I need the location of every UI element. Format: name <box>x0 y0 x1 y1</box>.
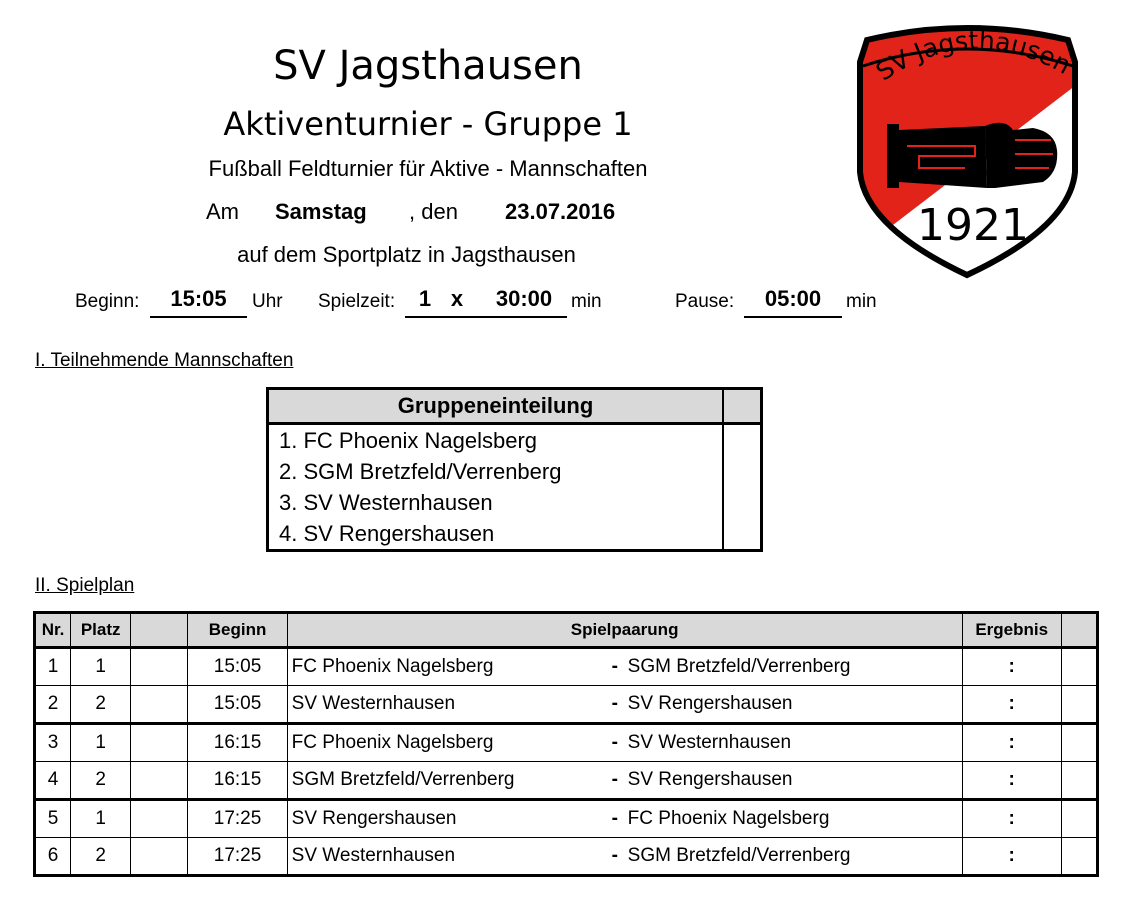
match-platz: 1 <box>71 648 131 686</box>
teams-section-heading: I. Teilnehmende Mannschaften <box>35 350 294 371</box>
match-pairing <box>287 724 962 762</box>
match-row <box>35 800 1098 838</box>
pause-value: 05:00 <box>764 286 822 311</box>
match-blank <box>131 686 188 724</box>
match-row <box>35 648 1098 686</box>
match-beginn: 16:15 <box>188 762 287 800</box>
match-home: SV Westernhausen <box>291 845 456 866</box>
match-platz: 1 <box>71 724 131 762</box>
match-result: : <box>962 648 1061 686</box>
logo-year: 1921 <box>917 200 1029 251</box>
match-row <box>35 762 1098 800</box>
team-entry: 2. SGM Bretzfeld/Verrenberg <box>279 459 562 484</box>
match-blank <box>131 762 188 800</box>
match-platz: 2 <box>71 838 131 876</box>
match-result: : <box>962 762 1061 800</box>
tournament-tagline: Fußball Feldturnier für Aktive - Mannschaften <box>208 156 648 181</box>
match-away: SV Rengershausen <box>627 769 793 790</box>
col-platz: Platz <box>71 613 131 648</box>
match-nr: 3 <box>35 724 71 762</box>
match-extra <box>1061 724 1097 762</box>
match-extra <box>1061 686 1097 724</box>
match-extra <box>1061 838 1097 876</box>
begin-value: 15:05 <box>170 286 227 311</box>
date-connector: , den <box>409 199 458 224</box>
team-entry: 1. FC Phoenix Nagelsberg <box>279 428 538 453</box>
play-unit: min <box>571 291 602 312</box>
match-row <box>35 724 1098 762</box>
page-subtitle: Aktiventurnier - Gruppe 1 <box>223 105 633 143</box>
venue: auf dem Sportplatz in Jagsthausen <box>237 242 576 267</box>
match-blank <box>131 800 188 838</box>
col-ergebnis: Ergebnis <box>962 613 1061 648</box>
match-beginn: 15:05 <box>188 686 287 724</box>
group-side-cell <box>723 424 762 551</box>
team-row <box>268 424 762 457</box>
match-beginn: 16:15 <box>188 724 287 762</box>
match-blank <box>131 724 188 762</box>
schedule-header-row <box>35 613 1098 648</box>
col-beginn: Beginn <box>188 613 287 648</box>
play-times: x <box>450 286 464 311</box>
match-nr: 1 <box>35 648 71 686</box>
match-separator: - <box>611 769 618 790</box>
match-extra <box>1061 762 1097 800</box>
match-pairing <box>287 800 962 838</box>
play-count: 1 <box>418 286 432 311</box>
team-entry: 4. SV Rengershausen <box>279 521 495 546</box>
match-beginn: 17:25 <box>188 800 287 838</box>
group-table <box>266 387 763 552</box>
schedule-table <box>33 611 1099 877</box>
iron-fist-icon <box>887 123 1057 188</box>
match-separator: - <box>611 808 618 829</box>
match-pairing <box>287 686 962 724</box>
match-row <box>35 838 1098 876</box>
match-pairing <box>287 838 962 876</box>
pause-underline <box>744 316 842 318</box>
match-away: SGM Bretzfeld/Verrenberg <box>627 845 851 866</box>
pause-label: Pause: <box>675 291 735 312</box>
match-extra <box>1061 648 1097 686</box>
pause-unit: min <box>846 291 877 312</box>
match-separator: - <box>611 845 618 866</box>
begin-unit: Uhr <box>252 291 283 312</box>
match-away: FC Phoenix Nagelsberg <box>627 808 830 829</box>
team-row <box>268 518 762 551</box>
play-duration: 30:00 <box>495 286 553 311</box>
match-separator: - <box>611 732 618 753</box>
col-nr: Nr. <box>35 613 71 648</box>
match-result: : <box>962 800 1061 838</box>
date-prefix: Am <box>206 199 239 224</box>
match-platz: 2 <box>71 686 131 724</box>
begin-underline <box>150 316 247 318</box>
col-extra <box>1061 613 1097 648</box>
play-underline <box>405 316 567 318</box>
match-away: SV Westernhausen <box>627 732 792 753</box>
match-pairing <box>287 648 962 686</box>
club-crest-logo <box>855 22 1080 280</box>
match-result: : <box>962 724 1061 762</box>
match-result: : <box>962 686 1061 724</box>
match-blank <box>131 648 188 686</box>
schedule-section-heading: II. Spielplan <box>35 575 135 596</box>
match-blank <box>131 838 188 876</box>
match-beginn: 15:05 <box>188 648 287 686</box>
match-extra <box>1061 800 1097 838</box>
begin-label: Beginn: <box>75 291 140 312</box>
match-result: : <box>962 838 1061 876</box>
match-nr: 6 <box>35 838 71 876</box>
match-nr: 4 <box>35 762 71 800</box>
match-platz: 2 <box>71 762 131 800</box>
weekday: Samstag <box>275 199 367 224</box>
match-nr: 2 <box>35 686 71 724</box>
match-home: SV Rengershausen <box>291 808 457 829</box>
match-beginn: 17:25 <box>188 838 287 876</box>
play-label: Spielzeit: <box>318 291 396 312</box>
tournament-date: 23.07.2016 <box>505 199 616 224</box>
match-home: FC Phoenix Nagelsberg <box>291 656 494 677</box>
group-table-header: Gruppeneinteilung <box>268 389 724 424</box>
match-home: FC Phoenix Nagelsberg <box>291 732 494 753</box>
match-home: SGM Bretzfeld/Verrenberg <box>291 769 515 790</box>
col-blank <box>131 613 188 648</box>
col-spielpaarung: Spielpaarung <box>287 613 962 648</box>
team-entry: 3. SV Westernhausen <box>279 490 493 515</box>
group-table-header-side <box>723 389 762 424</box>
match-away: SV Rengershausen <box>627 693 793 714</box>
match-away: SGM Bretzfeld/Verrenberg <box>627 656 851 677</box>
logo-text: SV Jagsthausen <box>870 25 1076 87</box>
team-row <box>268 456 762 487</box>
match-separator: - <box>611 656 618 677</box>
match-pairing <box>287 762 962 800</box>
match-platz: 1 <box>71 800 131 838</box>
page-title: SV Jagsthausen <box>273 43 583 89</box>
match-row <box>35 686 1098 724</box>
match-nr: 5 <box>35 800 71 838</box>
match-home: SV Westernhausen <box>291 693 456 714</box>
team-row <box>268 487 762 518</box>
match-separator: - <box>611 693 618 714</box>
